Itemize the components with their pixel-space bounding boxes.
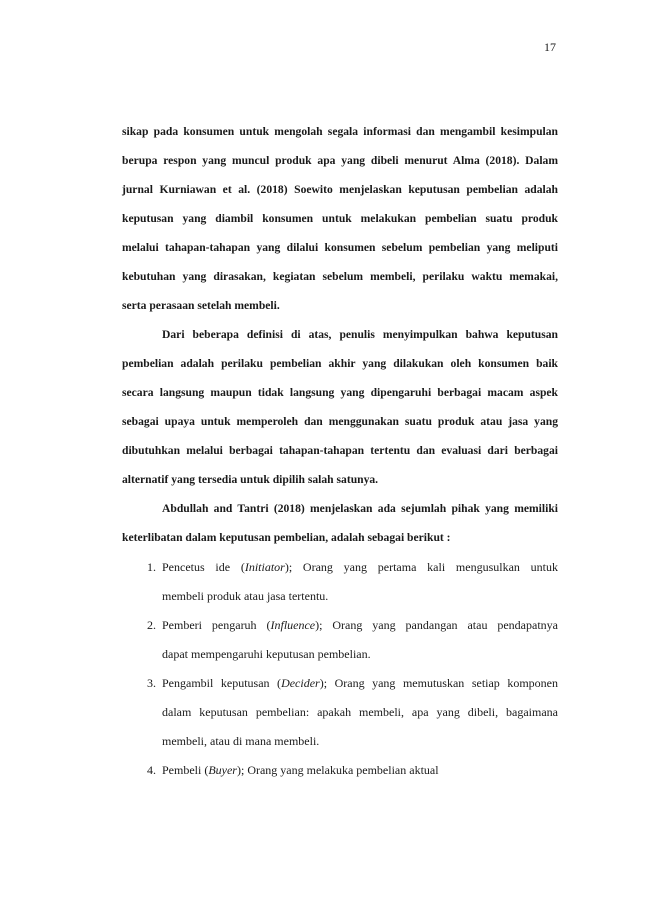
text-line: keputusan yang diambil konsumen untuk melakukan pembelian suatu produk (122, 212, 558, 225)
text-line: sebagai upaya untuk memperoleh dan menggunakan suatu produk atau jasa yang (122, 415, 558, 428)
italic-term: Decider (281, 676, 320, 690)
list-number: 3. (147, 676, 156, 690)
paragraph-1 (122, 124, 558, 327)
document-body (122, 124, 558, 791)
text-line (162, 617, 558, 646)
text-line: melalui tahapan-tahapan yang dilalui konsumen sebelum pembelian yang meliputi (122, 241, 558, 254)
text-line: membeli, atau di mana membeli. (162, 734, 320, 748)
text-line: dibutuhkan melalui berbagai tahapan-tahapan tertentu dan evaluasi dari berbagai (122, 444, 558, 457)
text-line: pembelian adalah perilaku pembelian akhir yang dilakukan oleh konsumen baik (122, 357, 558, 370)
page-number: 17 (544, 40, 556, 54)
list-number: 2. (147, 618, 156, 632)
italic-term: Influence (270, 618, 316, 632)
list-item (122, 617, 558, 675)
text-line: membeli produk atau jasa tertentu. (162, 589, 329, 603)
text-line (162, 762, 558, 791)
list-item (122, 675, 558, 762)
numbered-list (122, 559, 558, 791)
list-number: 4. (147, 763, 156, 777)
text-line (162, 675, 558, 704)
line-text: Pencetus ide ( (162, 560, 245, 574)
text-line: dalam keputusan pembelian: apakah membeli, apa yang dibeli, bagaimana (162, 705, 558, 719)
text-line: Abdullah and Tantri (2018) menjelaskan ada sejumlah pihak yang memiliki (162, 502, 558, 515)
text-line: dapat mempengaruhi keputusan pembelian. (162, 647, 371, 661)
paragraph-3 (122, 501, 558, 559)
italic-term: Initiator (244, 560, 285, 574)
text-line: berupa respon yang muncul produk apa yang dibeli menurut Alma (2018). Dalam (122, 154, 558, 167)
list-item (122, 559, 558, 617)
line-text: ); Orang yang pandangan atau pendapatnya (315, 618, 558, 632)
list-number: 1. (147, 560, 156, 574)
text-line: keterlibatan dalam keputusan pembelian, adalah sebagai berikut : (122, 531, 451, 544)
paragraph-2 (122, 327, 558, 501)
text-line: sikap pada konsumen untuk mengolah segala informasi dan mengambil kesimpulan (122, 125, 558, 138)
line-text: Pengambil keputusan ( (162, 676, 282, 690)
text-line: serta perasaan setelah membeli. (122, 299, 280, 312)
line-text: ); Orang yang melakuka pembelian aktual (236, 763, 439, 777)
text-line: kebutuhan yang dirasakan, kegiatan sebelum membeli, perilaku waktu memakai, (122, 270, 558, 283)
list-item (122, 762, 558, 791)
text-line: Dari beberapa definisi di atas, penulis menyimpulkan bahwa keputusan (162, 328, 558, 341)
line-text: Pembeli ( (162, 763, 209, 777)
bold-text-block (122, 124, 558, 559)
line-text: Pemberi pengaruh ( (162, 618, 271, 632)
text-line: secara langsung maupun tidak langsung yang dipengaruhi berbagai macam aspek (122, 386, 558, 399)
text-line: alternatif yang tersedia untuk dipilih salah satunya. (122, 473, 379, 486)
text-line (162, 559, 558, 588)
text-line: jurnal Kurniawan et al. (2018) Soewito menjelaskan keputusan pembelian adalah (122, 183, 558, 196)
line-text: ); Orang yang memutuskan setiap komponen (319, 676, 559, 690)
italic-term: Buyer (208, 763, 237, 777)
line-text: ); Orang yang pertama kali mengusulkan untuk (284, 560, 558, 574)
